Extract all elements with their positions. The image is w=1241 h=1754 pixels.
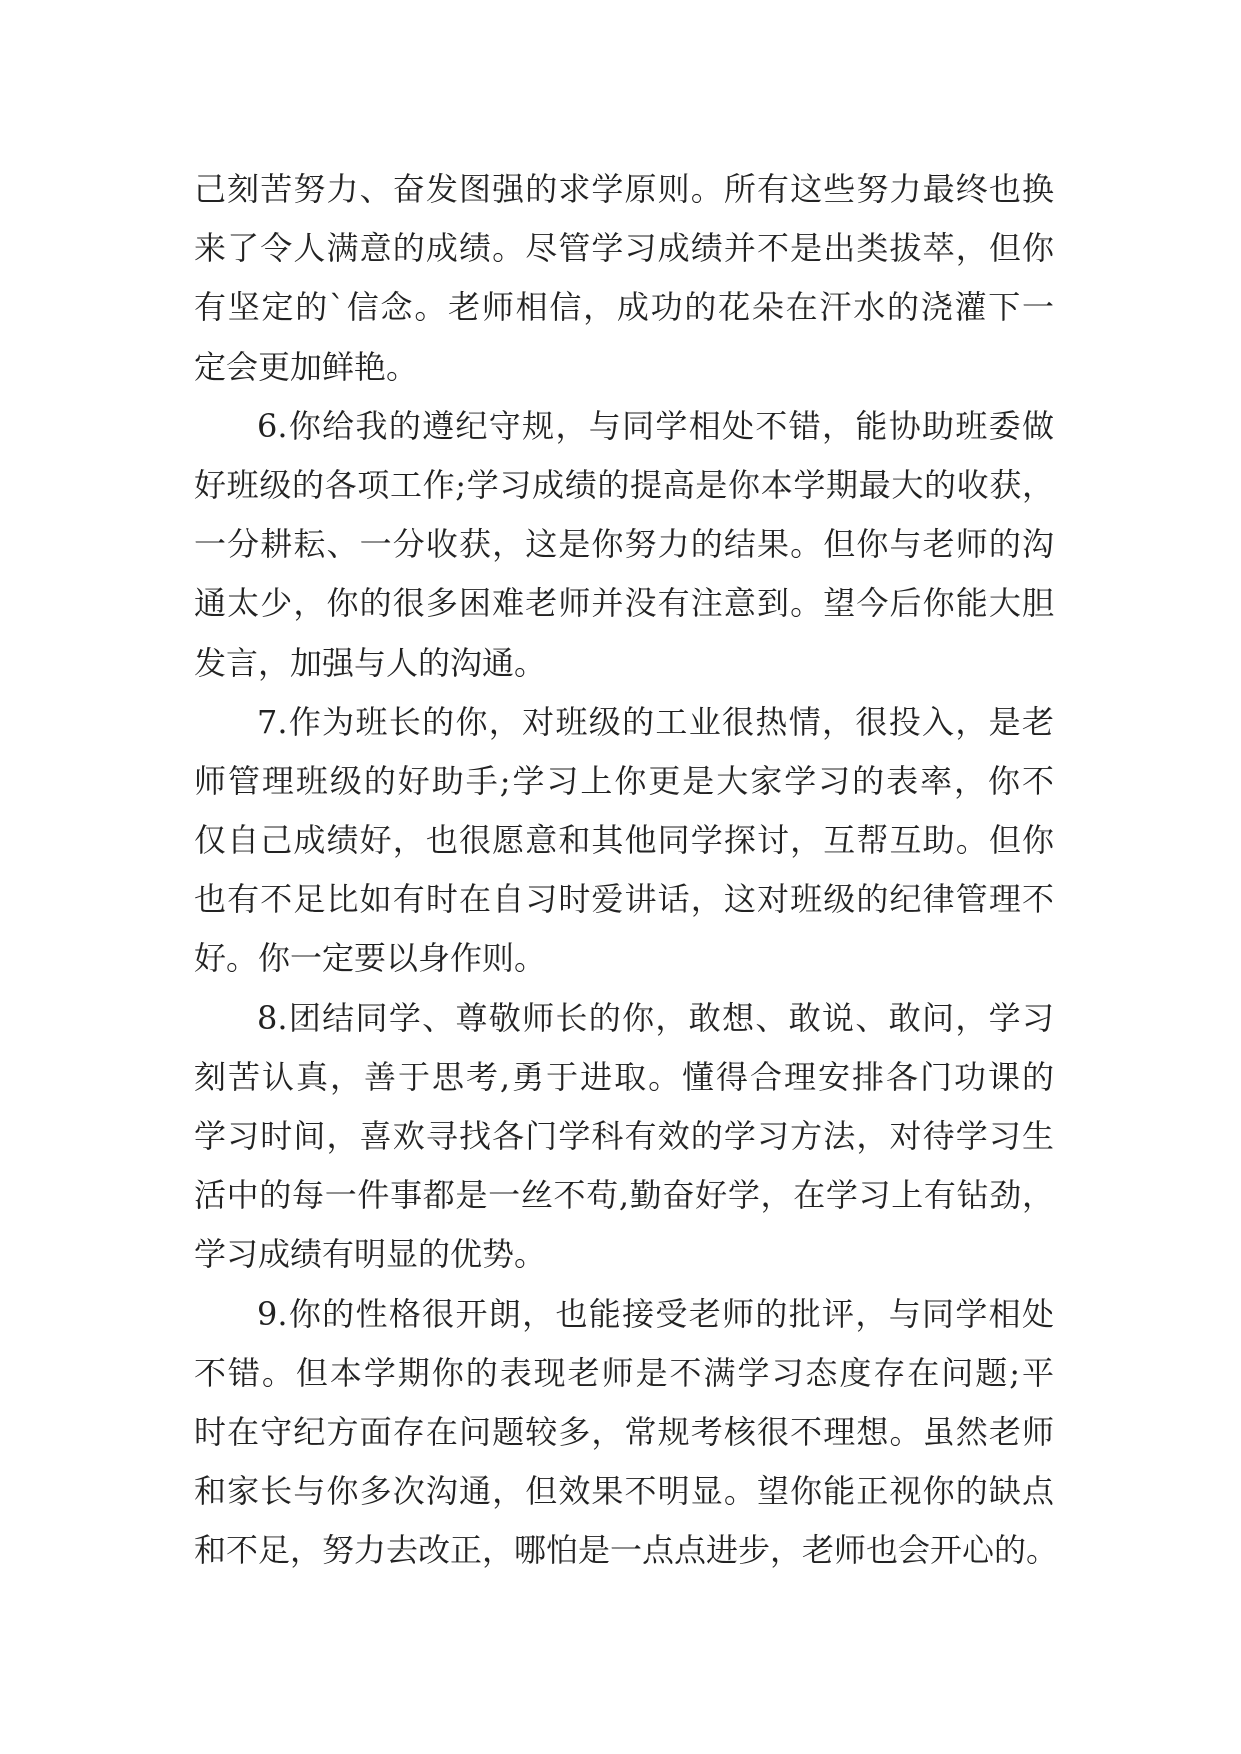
text-line: 通太少，你的很多困难老师并没有注意到。望今后你能大胆 (194, 584, 1054, 623)
text-line: 9.你的性格很开朗，也能接受老师的批评，与同学相处 (257, 1294, 1054, 1333)
paragraph-p6 (194, 397, 1054, 693)
paragraph-p9 (194, 1285, 1059, 1581)
text-line: 好班级的各项工作;学习成绩的提高是你本学期最大的收获， (194, 465, 1054, 504)
paragraph-p7 (194, 693, 1054, 989)
paragraph-p8 (194, 989, 1054, 1285)
text-line: 也有不足比如有时在自习时爱讲话，这对班级的纪律管理不 (194, 880, 1054, 919)
text-line: 和家长与你多次沟通，但效果不明显。望你能正视你的缺点 (194, 1472, 1054, 1511)
text-line: 8.团结同学、尊敬师长的你，敢想、敢说、敢问，学习 (257, 998, 1054, 1037)
text-line: 刻苦认真，善于思考,勇于进取。懂得合理安排各门功课的 (194, 1057, 1054, 1096)
document-body (194, 160, 1059, 1581)
text-line: 有坚定的`信念。老师相信，成功的花朵在汗水的浇灌下一 (194, 288, 1054, 327)
text-line: 7.作为班长的你，对班级的工业很热情，很投入，是老 (257, 702, 1054, 741)
text-line: 来了令人满意的成绩。尽管学习成绩并不是出类拔萃，但你 (194, 229, 1054, 268)
text-line: 己刻苦努力、奋发图强的求学原则。所有这些努力最终也换 (194, 170, 1054, 208)
text-line: 活中的每一件事都是一丝不苟,勤奋好学，在学习上有钻劲， (194, 1176, 1054, 1215)
text-line: 和不足，努力去改正，哪怕是一点点进步，老师也会开心的。 (194, 1531, 1059, 1570)
text-line: 学习时间，喜欢寻找各门学科有效的学习方法，对待学习生 (194, 1117, 1054, 1155)
text-line: 好。你一定要以身作则。 (194, 939, 547, 978)
text-line: 仅自己成绩好，也很愿意和其他同学探讨，互帮互助。但你 (194, 821, 1054, 860)
text-line: 不错。但本学期你的表现老师是不满学习态度存在问题;平 (194, 1353, 1054, 1392)
text-line: 发言，加强与人的沟通。 (194, 643, 547, 682)
text-line: 学习成绩有明显的优势。 (194, 1235, 547, 1274)
text-line: 定会更加鲜艳。 (194, 347, 419, 386)
text-line: 师管理班级的好助手;学习上你更是大家学习的表率，你不 (194, 761, 1054, 800)
paragraph-p5-continued (194, 160, 1054, 397)
text-line: 6.你给我的遵纪守规，与同学相处不错，能协助班委做 (257, 406, 1054, 445)
text-line: 一分耕耘、一分收获，这是你努力的结果。但你与老师的沟 (194, 525, 1054, 564)
text-line: 时在守纪方面存在问题较多，常规考核很不理想。虽然老师 (194, 1412, 1054, 1451)
